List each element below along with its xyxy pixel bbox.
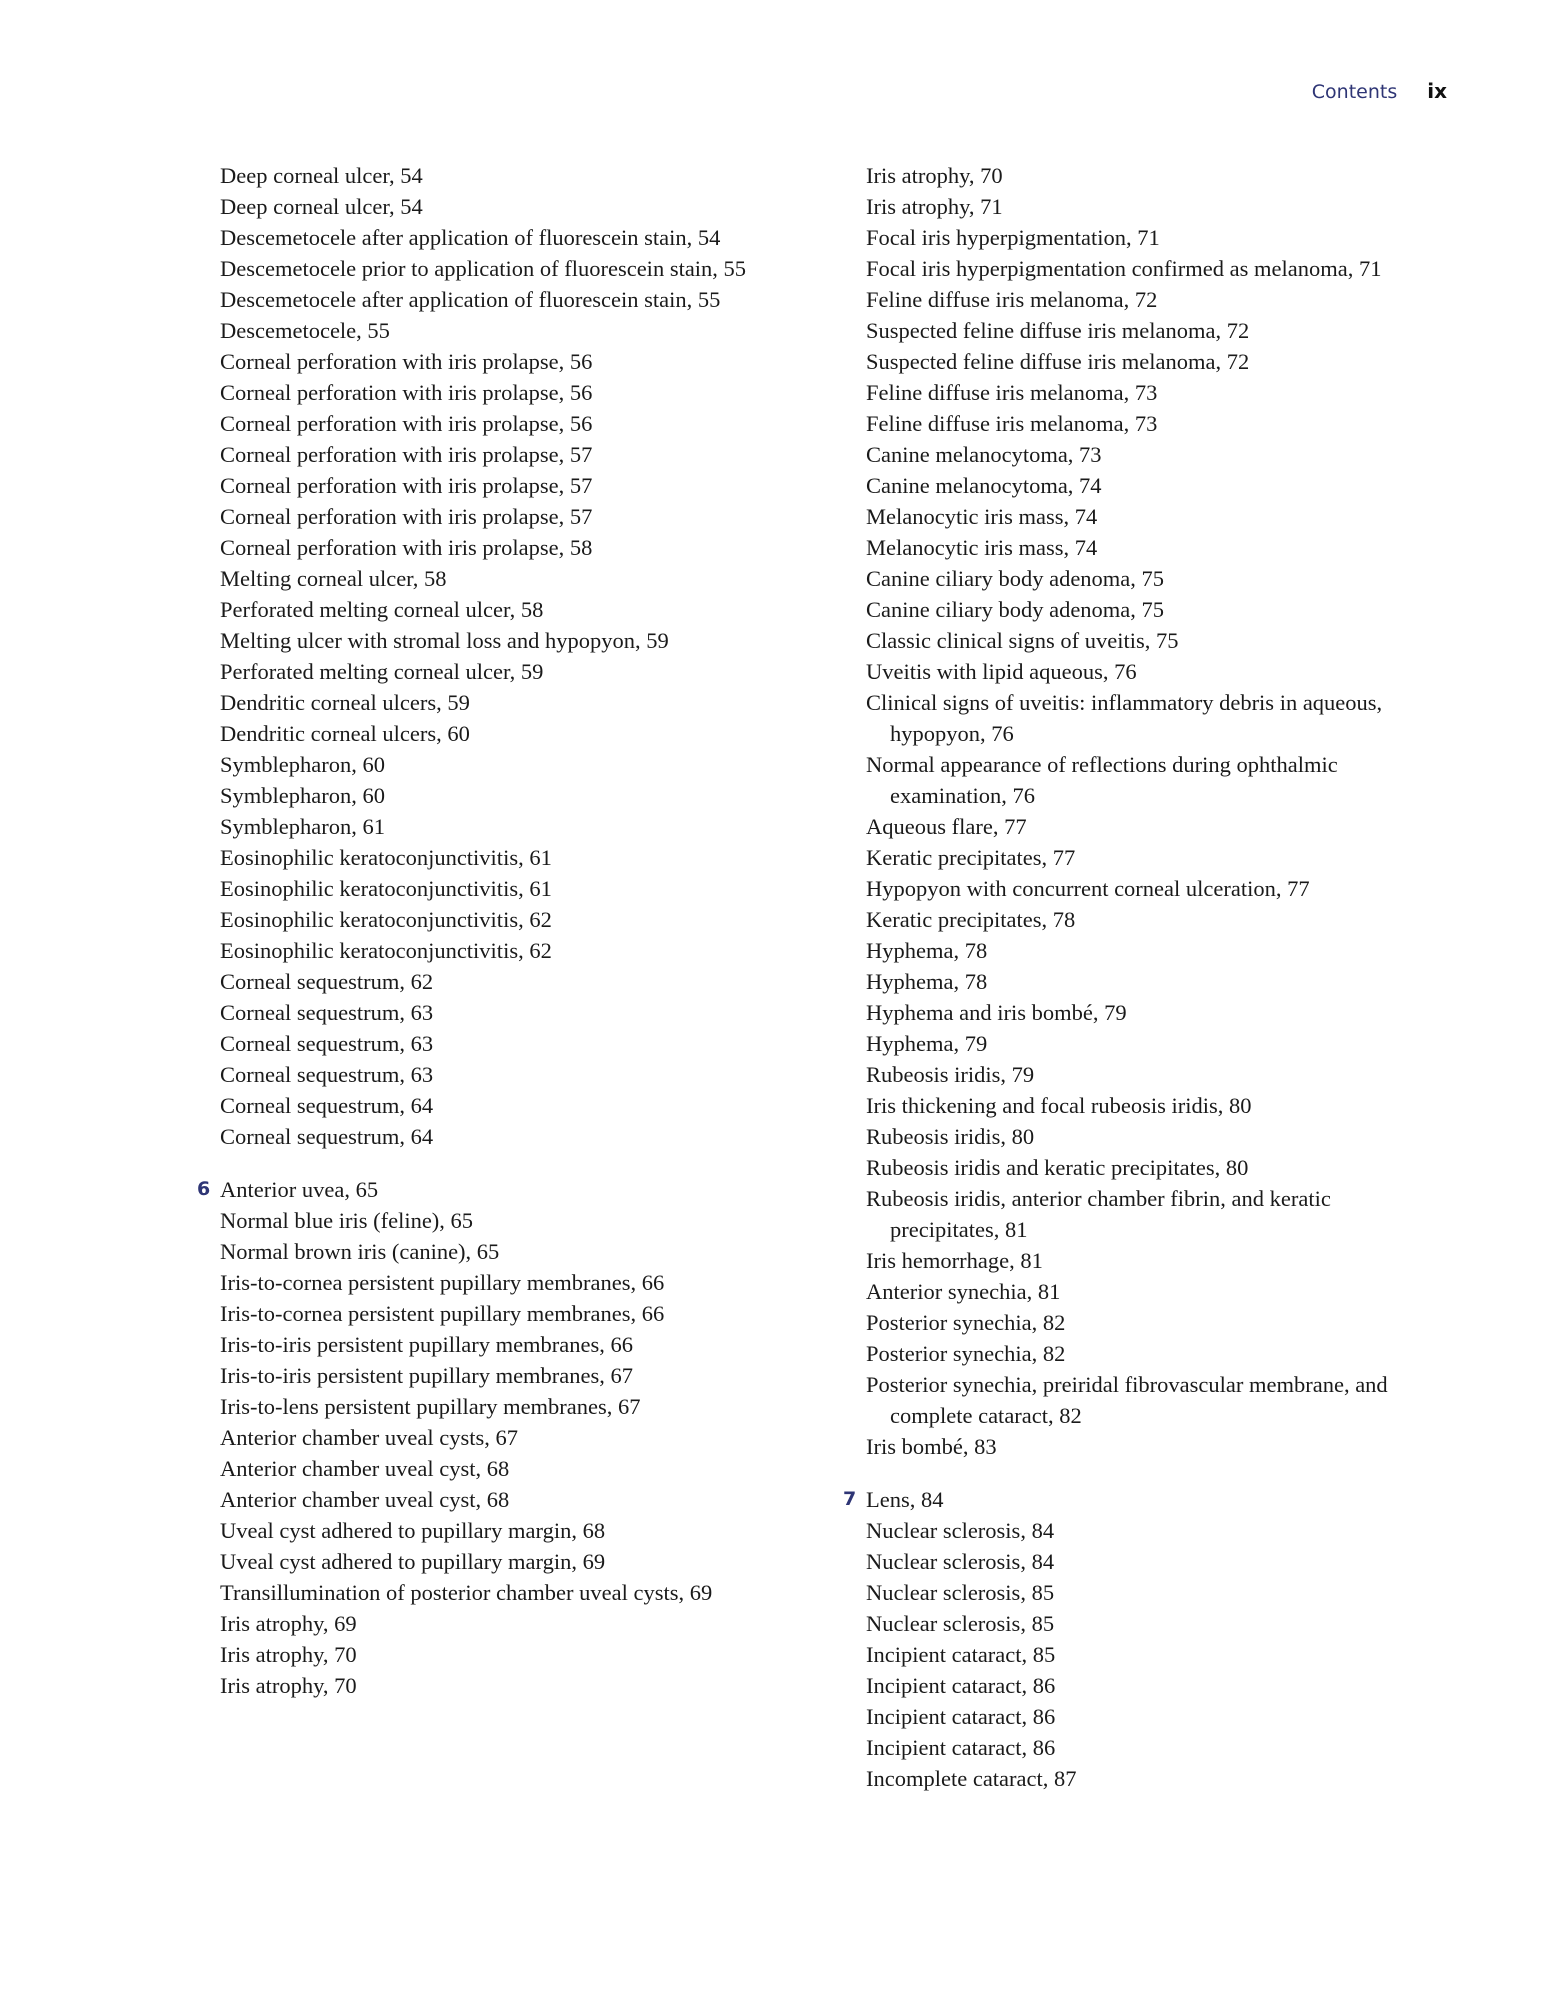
toc-entry: Dendritic corneal ulcers, 60 — [220, 721, 470, 746]
toc-entry: Iris atrophy, 70 — [220, 1673, 357, 1698]
toc-entry: Anterior synechia, 81 — [866, 1279, 1061, 1304]
toc-entry: Corneal sequestrum, 63 — [220, 1031, 434, 1056]
toc-entry: Canine melanocytoma, 74 — [866, 473, 1102, 498]
toc-entry: Eosinophilic keratoconjunctivitis, 61 — [220, 876, 552, 901]
toc-entry: Rubeosis iridis and keratic precipitates, 80 — [866, 1155, 1249, 1180]
chapter-title: Anterior uvea, 65 — [220, 1177, 379, 1202]
toc-entry: Melting ulcer with stromal loss and hypopyon, 59 — [220, 628, 669, 653]
toc-entry: Iris bombé, 83 — [866, 1434, 997, 1459]
toc-entry: Iris atrophy, 71 — [866, 194, 1003, 219]
toc-entry: Iris-to-cornea persistent pupillary membranes, 66 — [220, 1301, 665, 1326]
toc-entry: Corneal perforation with iris prolapse, 58 — [220, 535, 593, 560]
toc-entry: Transillumination of posterior chamber uveal cysts, 69 — [220, 1580, 713, 1605]
toc-entry: Incipient cataract, 86 — [866, 1735, 1056, 1760]
toc-entry: Uveitis with lipid aqueous, 76 — [866, 659, 1137, 684]
toc-entry: Posterior synechia, 82 — [866, 1341, 1066, 1366]
toc-entry: Corneal sequestrum, 64 — [220, 1093, 434, 1118]
toc-list-continued — [866, 160, 1426, 1462]
toc-entry: Hypopyon with concurrent corneal ulceration, 77 — [866, 876, 1310, 901]
toc-entry: Corneal perforation with iris prolapse, 56 — [220, 411, 593, 436]
toc-entry: Suspected feline diffuse iris melanoma, 72 — [866, 349, 1250, 374]
toc-list-continued — [220, 160, 780, 1152]
toc-entry: Iris thickening and focal rubeosis iridis, 80 — [866, 1093, 1252, 1118]
toc-entry: Anterior chamber uveal cyst, 68 — [220, 1456, 510, 1481]
toc-entry: Iris-to-lens persistent pupillary membranes, 67 — [220, 1394, 641, 1419]
page-number: ix — [1427, 79, 1447, 103]
toc-entry: Canine ciliary body adenoma, 75 — [866, 566, 1165, 591]
chapter-6 — [197, 1174, 780, 1701]
toc-entry: Anterior chamber uveal cysts, 67 — [220, 1425, 519, 1450]
toc-entry: Iris-to-iris persistent pupillary membranes, 67 — [220, 1363, 634, 1388]
toc-entry: Feline diffuse iris melanoma, 73 — [866, 411, 1158, 436]
toc-entry: Canine melanocytoma, 73 — [866, 442, 1102, 467]
toc-entry: Dendritic corneal ulcers, 59 — [220, 690, 470, 715]
toc-entry: Incomplete cataract, 87 — [866, 1766, 1077, 1791]
toc-entry: Uveal cyst adhered to pupillary margin, 68 — [220, 1518, 606, 1543]
toc-entry: Eosinophilic keratoconjunctivitis, 62 — [220, 907, 552, 932]
toc-entry: Incipient cataract, 86 — [866, 1673, 1056, 1698]
toc-entry: Posterior synechia, 82 — [866, 1310, 1066, 1335]
toc-entry: Incipient cataract, 86 — [866, 1704, 1056, 1729]
toc-entry: Corneal perforation with iris prolapse, 56 — [220, 380, 593, 405]
toc-entry: Hyphema, 78 — [866, 969, 988, 994]
toc-entry: Eosinophilic keratoconjunctivitis, 61 — [220, 845, 552, 870]
toc-entry: Aqueous flare, 77 — [866, 814, 1027, 839]
toc-entry: Corneal sequestrum, 63 — [220, 1062, 434, 1087]
toc-entry: Corneal perforation with iris prolapse, 57 — [220, 504, 593, 529]
toc-entry: Normal appearance of reflections during ophthalmic examination, 76 — [866, 752, 1338, 808]
toc-entry: Perforated melting corneal ulcer, 59 — [220, 659, 544, 684]
toc-entry: Posterior synechia, preiridal fibrovascular membrane, and complete cataract, 82 — [866, 1372, 1388, 1428]
toc-entry: Clinical signs of uveitis: inflammatory debris in aqueous, hypopyon, 76 — [866, 690, 1383, 746]
toc-entry: Corneal perforation with iris prolapse, 56 — [220, 349, 593, 374]
toc-entry: Focal iris hyperpigmentation confirmed as melanoma, 71 — [866, 256, 1382, 281]
toc-entry: Eosinophilic keratoconjunctivitis, 62 — [220, 938, 552, 963]
running-head-section: Contents — [1311, 81, 1398, 103]
chapter-number: 6 — [197, 1178, 211, 1200]
toc-entry: Nuclear sclerosis, 85 — [866, 1580, 1055, 1605]
toc-entry: Hyphema, 79 — [866, 1031, 988, 1056]
toc-entry: Iris atrophy, 70 — [220, 1642, 357, 1667]
toc-column-right — [843, 160, 1426, 1794]
toc-entry: Corneal sequestrum, 62 — [220, 969, 434, 994]
toc-entry: Nuclear sclerosis, 85 — [866, 1611, 1055, 1636]
toc-entry: Incipient cataract, 85 — [866, 1642, 1056, 1667]
toc-entry: Melanocytic iris mass, 74 — [866, 535, 1098, 560]
toc-column-left — [197, 160, 780, 1701]
toc-entry: Keratic precipitates, 78 — [866, 907, 1076, 932]
toc-entry: Descemetocele after application of fluorescein stain, 55 — [220, 287, 721, 312]
toc-entry: Focal iris hyperpigmentation, 71 — [866, 225, 1160, 250]
toc-entry: Normal blue iris (feline), 65 — [220, 1208, 474, 1233]
chapter-number: 7 — [843, 1488, 857, 1510]
toc-entry: Normal brown iris (canine), 65 — [220, 1239, 500, 1264]
toc-entry: Symblepharon, 60 — [220, 783, 385, 808]
toc-entry: Anterior chamber uveal cyst, 68 — [220, 1487, 510, 1512]
toc-entry: Iris-to-iris persistent pupillary membranes, 66 — [220, 1332, 634, 1357]
toc-entry: Rubeosis iridis, 80 — [866, 1124, 1035, 1149]
toc-entry: Iris atrophy, 70 — [866, 163, 1003, 188]
chapter-7 — [843, 1484, 1426, 1794]
running-head — [1312, 79, 1447, 103]
toc-entry: Rubeosis iridis, anterior chamber fibrin, and keratic precipitates, 81 — [866, 1186, 1331, 1242]
toc-entry: Perforated melting corneal ulcer, 58 — [220, 597, 544, 622]
toc-entry: Corneal sequestrum, 63 — [220, 1000, 434, 1025]
toc-entry: Melting corneal ulcer, 58 — [220, 566, 447, 591]
toc-entry: Corneal sequestrum, 64 — [220, 1124, 434, 1149]
toc-entry: Iris-to-cornea persistent pupillary membranes, 66 — [220, 1270, 665, 1295]
toc-entry: Hyphema, 78 — [866, 938, 988, 963]
toc-entry: Keratic precipitates, 77 — [866, 845, 1076, 870]
toc-entry: Uveal cyst adhered to pupillary margin, 69 — [220, 1549, 606, 1574]
toc-entry: Corneal perforation with iris prolapse, 57 — [220, 473, 593, 498]
toc-entry: Iris atrophy, 69 — [220, 1611, 357, 1636]
toc-entry: Descemetocele after application of fluorescein stain, 54 — [220, 225, 721, 250]
toc-entry: Hyphema and iris bombé, 79 — [866, 1000, 1127, 1025]
toc-entry: Nuclear sclerosis, 84 — [866, 1518, 1055, 1543]
toc-entry: Descemetocele, 55 — [220, 318, 390, 343]
toc-entry: Corneal perforation with iris prolapse, 57 — [220, 442, 593, 467]
toc-entry: Canine ciliary body adenoma, 75 — [866, 597, 1165, 622]
toc-entry: Classic clinical signs of uveitis, 75 — [866, 628, 1179, 653]
toc-entry: Deep corneal ulcer, 54 — [220, 163, 423, 188]
toc-entry: Descemetocele prior to application of fluorescein stain, 55 — [220, 256, 747, 281]
toc-entry: Melanocytic iris mass, 74 — [866, 504, 1098, 529]
toc-entry: Rubeosis iridis, 79 — [866, 1062, 1035, 1087]
toc-entry: Suspected feline diffuse iris melanoma, 72 — [866, 318, 1250, 343]
toc-entry: Feline diffuse iris melanoma, 73 — [866, 380, 1158, 405]
toc-entry: Deep corneal ulcer, 54 — [220, 194, 423, 219]
toc-entry: Iris hemorrhage, 81 — [866, 1248, 1043, 1273]
toc-entry: Symblepharon, 61 — [220, 814, 385, 839]
toc-entry: Feline diffuse iris melanoma, 72 — [866, 287, 1158, 312]
chapter-title: Lens, 84 — [866, 1487, 944, 1512]
toc-entry: Symblepharon, 60 — [220, 752, 385, 777]
toc-entry: Nuclear sclerosis, 84 — [866, 1549, 1055, 1574]
